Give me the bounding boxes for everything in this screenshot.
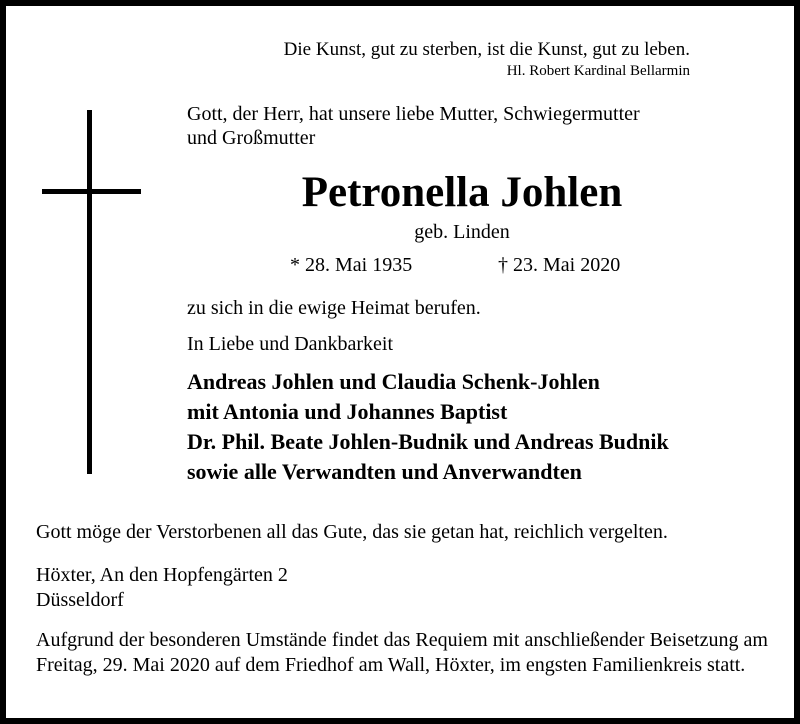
family-line-1: Andreas Johlen und Claudia Schenk-Johlen xyxy=(187,369,600,394)
cross-vertical-bar xyxy=(87,110,92,474)
motto-author: Hl. Robert Kardinal Bellarmin xyxy=(506,63,690,79)
family-line-3: Dr. Phil. Beate Johlen-Budnik und Andreas Budnik xyxy=(187,429,669,454)
family-line-4: sowie alle Verwandten und Anverwandten xyxy=(187,459,582,484)
family-line-2: mit Antonia und Johannes Baptist xyxy=(187,399,508,424)
funeral-notice: Aufgrund der besonderen Umstände findet das Requiem mit anschließender Beisetzung am Freitag, 29. Mai 2020 auf dem Friedhof am Wall, Höxter, im engsten Familienkreis statt. xyxy=(36,629,768,676)
called-home-line: zu sich in die ewige Heimat berufen. xyxy=(187,297,481,319)
intro-line-2: und Großmutter xyxy=(187,127,316,149)
deceased-name: Petronella Johlen xyxy=(301,169,623,216)
intro-line-1: Gott, der Herr, hat unsere liebe Mutter, Schwiegermutter xyxy=(187,103,640,125)
blessing-line: Gott möge der Verstorbenen all das Gute, das sie getan hat, reichlich vergelten. xyxy=(36,521,668,543)
death-date: † 23. Mai 2020 xyxy=(498,254,621,276)
love-gratitude-line: In Liebe und Dankbarkeit xyxy=(187,333,394,355)
address-line-2: Düsseldorf xyxy=(36,589,124,611)
birth-date: * 28. Mai 1935 xyxy=(290,254,413,276)
address-line-1: Höxter, An den Hopfengärten 2 xyxy=(36,564,288,586)
birth-name: geb. Linden xyxy=(414,221,510,243)
motto-quote: Die Kunst, gut zu sterben, ist die Kunst, gut zu leben. xyxy=(283,39,690,60)
